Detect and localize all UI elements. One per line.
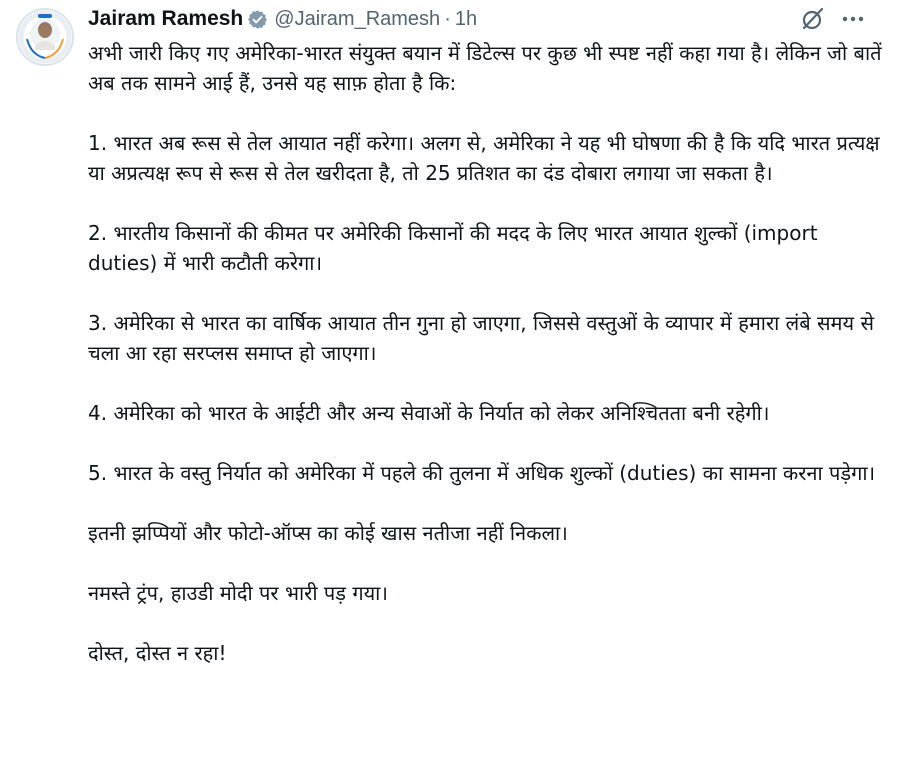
tweet-paragraph: 2. भारतीय किसानों की कीमत पर अमेरिकी किसानों की मदद के लिए भारत आयात शुल्कों (import duties) में भारी कटौती करेगा।	[88, 221, 818, 275]
tweet-paragraph: दोस्त, दोस्त न रहा!	[88, 641, 227, 665]
tweet-paragraph: 5. भारत के वस्तु निर्यात को अमेरिका में पहले की तुलना में अधिक शुल्कों (duties) का सामना करना पड़ेगा।	[88, 461, 876, 485]
tweet-header	[88, 4, 477, 34]
grok-icon[interactable]	[800, 6, 826, 32]
separator-dot: ·	[444, 7, 451, 30]
verified-badge-icon	[247, 9, 268, 30]
avatar[interactable]	[16, 8, 74, 66]
tweet-paragraph: 3. अमेरिका से भारत का वार्षिक आयात तीन गुना हो जाएगा, जिससे वस्तुओं के व्यापार में हमारा लंबे समय से चला आ रहा सरप्लस समाप्त हो जाएगा।	[88, 311, 874, 365]
tweet-paragraph: इतनी झप्पियों और फोटो-ऑप्स का कोई खास नतीजा नहीं निकला।	[88, 521, 568, 545]
tweet-paragraph: 4. अमेरिका को भारत के आईटी और अन्य सेवाओं के निर्यात को लेकर अनिश्चितता बनी रहेगी।	[88, 401, 770, 425]
author-handle[interactable]: @Jairam_Ramesh	[274, 7, 441, 30]
author-display-name[interactable]: Jairam Ramesh	[88, 7, 244, 30]
tweet-text	[88, 38, 888, 668]
tweet-paragraph: 1. भारत अब रूस से तेल आयात नहीं करेगा। अलग से, अमेरिका ने यह भी घोषणा की है कि यदि भारत प्रत्यक्ष या अप्रत्यक्ष रूप से रूस से तेल खरीदता है, तो 25 प्रतिशत का दंड दोबारा लगाया जा सकता है।	[88, 131, 880, 185]
tweet-paragraph: नमस्ते ट्रंप, हाउडी मोदी पर भारी पड़ गया।	[88, 581, 388, 605]
more-options-icon[interactable]	[840, 6, 866, 32]
tweet-timestamp[interactable]: 1h	[454, 7, 478, 30]
tweet-paragraph: अभी जारी किए गए अमेरिका-भारत संयुक्त बयान में डिटेल्स पर कुछ भी स्पष्ट नहीं कहा गया है। लेकिन जो बातें अब तक सामने आई हैं, उनसे यह साफ़ होता है कि:	[88, 41, 882, 95]
